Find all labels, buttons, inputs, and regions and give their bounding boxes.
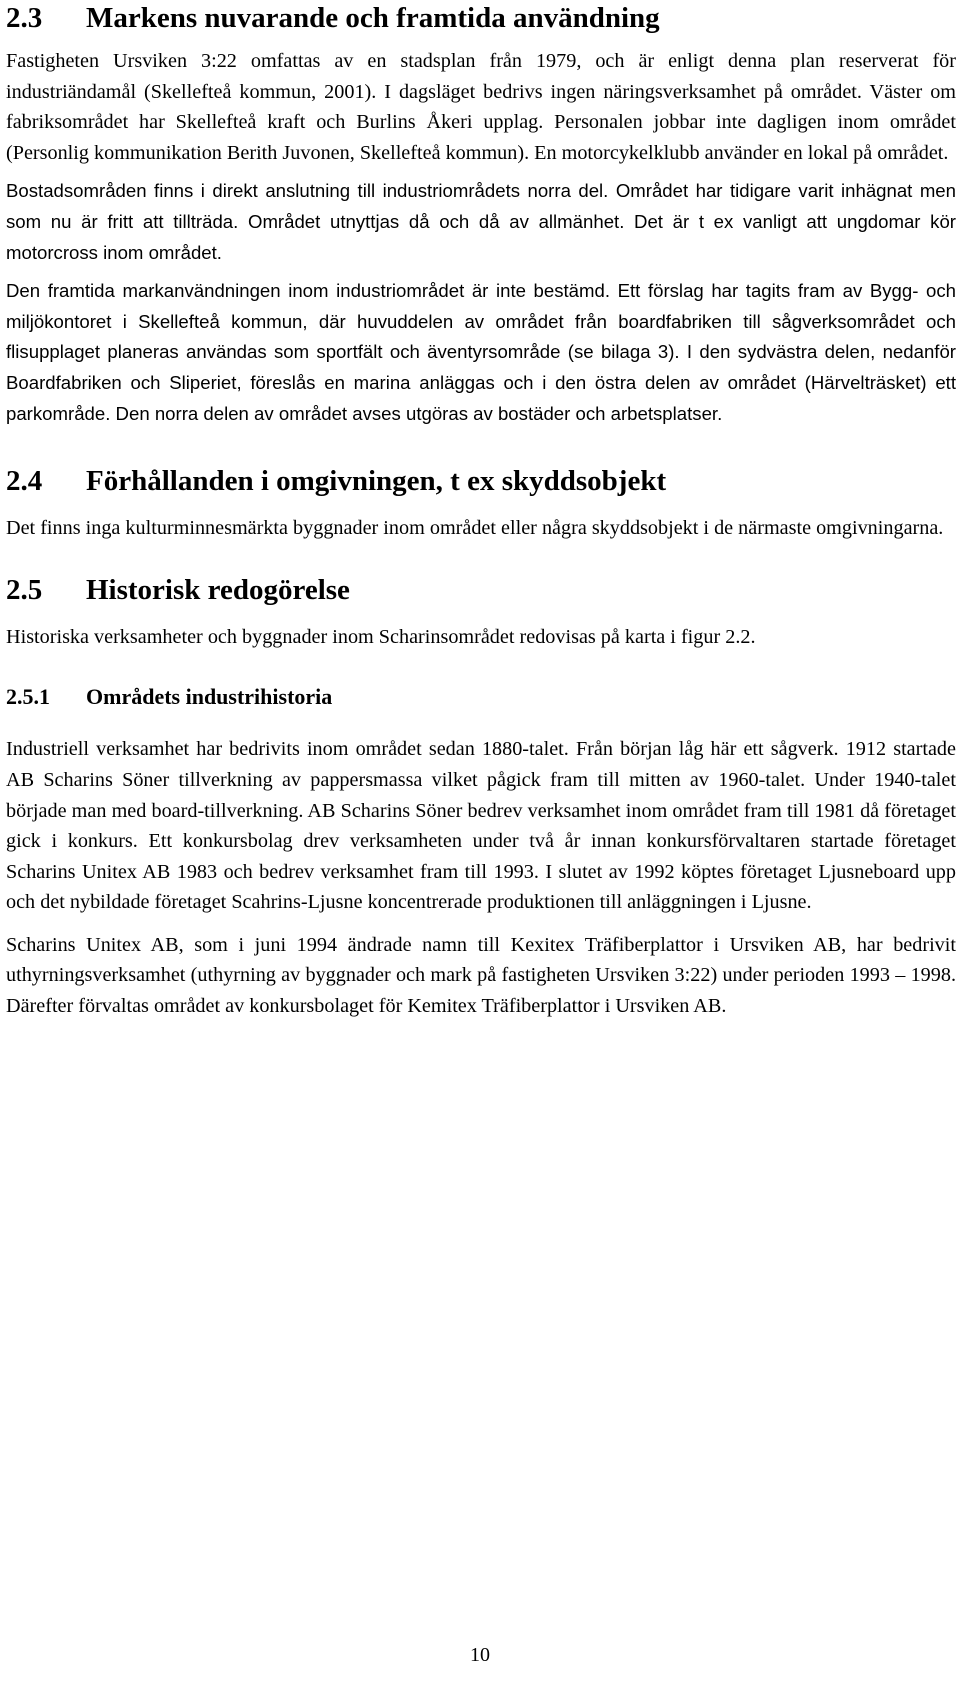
paragraph-2-4-1: Det finns inga kulturminnesmärkta byggnader inom området eller några skyddsobjekt i de närmaste omgivningarna.	[6, 517, 944, 540]
section-heading-2-5-1	[6, 682, 956, 712]
section-number: 2.5	[6, 573, 43, 606]
page-number: 10	[470, 1644, 490, 1666]
section-number: 2.3	[6, 2, 43, 34]
paragraph-2-3-2: Bostadsområden finns i direkt anslutning till industriområdets norra del. Området har tidigare varit inhägnat men som nu är fritt att tillträda. Området utnyttjas då och då av allmänhet. Det är t ex vanligt att ungdomar kör motorcross inom området.	[6, 180, 956, 263]
section-heading-2-4	[6, 463, 956, 499]
paragraph-2-3-3: Den framtida markanvändningen inom industriområdet är inte bestämd. Ett förslag har tagits fram av Bygg- och miljökontoret i Skellefteå kommun, där huvuddelen av området från boardfabriken till sågverksområdet och flisupplaget planeras användas som sportfält och äventyrsområde (se bilaga 3). I den sydvästra delen, nedanför Boardfabriken och Sliperiet, föreslås en marina anläggas och i den östra delen av området (Härvelträsket) ett parkområde. Den norra delen av området avses utgöras av bostäder och arbetsplatser.	[6, 280, 956, 424]
section-title: Historisk redogörelse	[86, 573, 350, 606]
section-heading-2-5	[6, 572, 956, 608]
section-heading-2-3	[6, 0, 956, 36]
section-title: Markens nuvarande och framtida användning	[86, 2, 660, 34]
section-number: 2.4	[6, 465, 43, 498]
paragraph-2-5-1: Historiska verksamheter och byggnader inom Scharinsområdet redovisas på karta i figur 2.2.	[6, 625, 756, 648]
page-content	[6, 0, 956, 1022]
section-number: 2.5.1	[6, 684, 50, 710]
paragraph-2-5-1-1: Industriell verksamhet har bedrivits inom området sedan 1880-talet. Från början låg här ett sågverk. 1912 startade AB Scharins Söner tillverkning av pappersmassa vilket pågick fram till mitten av 1960-talet. Under 1940-talet började man med board-tillverkning. AB Scharins Söner bedrev verksamhet inom området fram till 1981 då företaget gick i konkurs. Ett konkursbolag drev verksamheten under två år innan konkursförvaltaren startade företaget Scharins Unitex AB 1983 och bedrev verksamhet fram till 1993. I slutet av 1992 köptes företaget Ljusneboard upp och det nybildade företaget Scahrins-Ljusne koncentrerade produktionen till anläggningen i Ljusne.	[6, 738, 956, 914]
section-title: Områdets industrihistoria	[86, 684, 333, 710]
paragraph-2-5-1-2: Scharins Unitex AB, som i juni 1994 ändrade namn till Kexitex Träfiberplattor i Ursviken AB, har bedrivit uthyrningsverksamhet (uthyrning av byggnader och mark på fastigheten Ursviken 3:22) under perioden 1993 – 1998. Därefter förvaltas området av konkursbolaget för Kemitex Träfiberplattor i Ursviken AB.	[6, 933, 956, 1018]
section-title: Förhållanden i omgivningen, t ex skyddsobjekt	[86, 465, 667, 498]
paragraph-2-3-1: Fastigheten Ursviken 3:22 omfattas av en stadsplan från 1979, och är enligt denna plan reserverat för industriändamål (Skellefteå kommun, 2001). I dagsläget bedrivs ingen näringsverksamhet på området. Väster om fabriksområdet har Skellefteå kraft och Burlins Åkeri upplag. Personalen jobbar inte dagligen inom området (Personlig kommunikation Berith Juvonen, Skellefteå kommun). En motorcykelklubb använder en lokal på området.	[6, 50, 956, 164]
